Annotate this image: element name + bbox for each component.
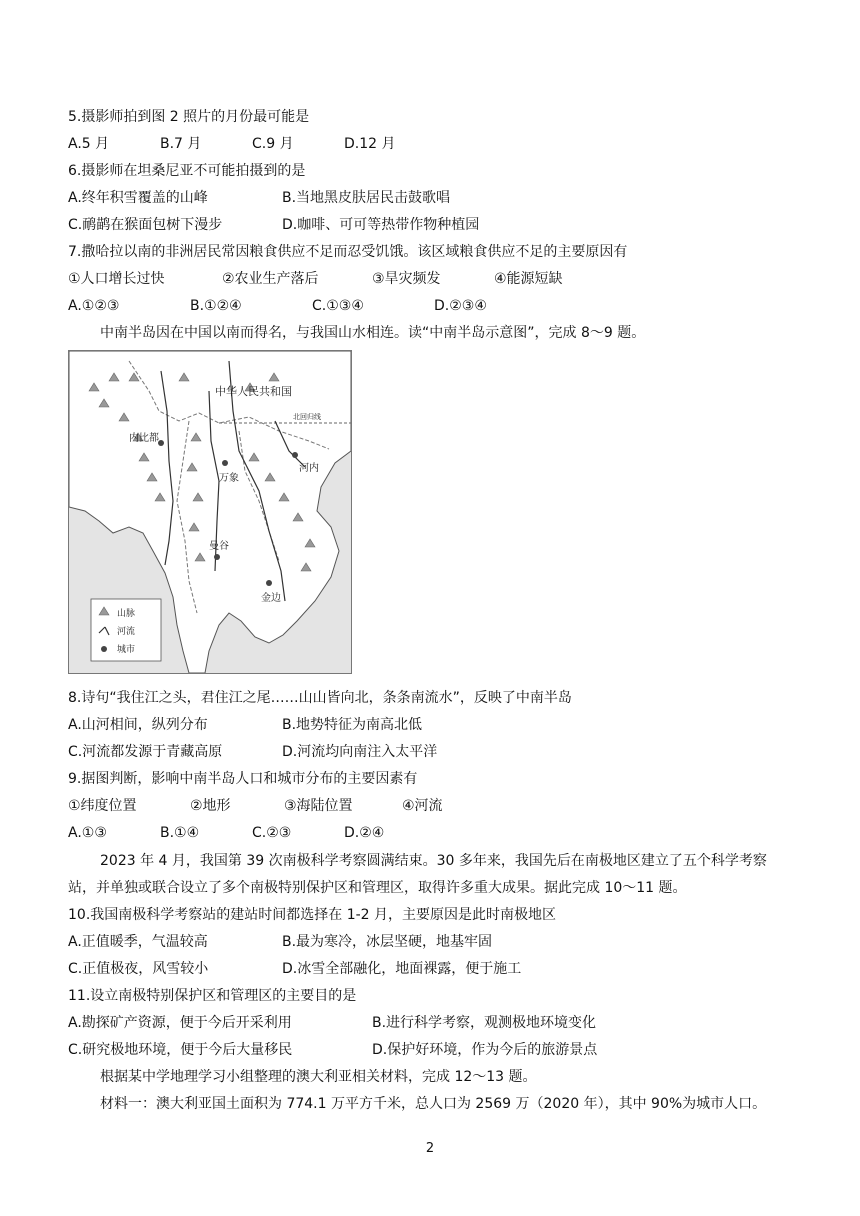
q9-option-a: A.①③: [68, 825, 107, 841]
q6-option-d: D.咖啡、可可等热带作物种植园: [282, 217, 480, 233]
q7-option-b: B.①②④: [190, 298, 242, 314]
q6-option-c: C.鸸鹋在猴面包树下漫步: [68, 217, 223, 233]
map-city-vientiane: 万象: [219, 473, 239, 484]
q7-item-1: ①人口增长过快: [68, 271, 165, 287]
question-6-stem: 6.摄影师在坦桑尼亚不可能拍摄到的是: [68, 163, 306, 179]
map-tropic-label: 北回归线: [293, 413, 321, 421]
q5-option-d: D.12 月: [344, 136, 396, 152]
page-number: 2: [425, 1141, 435, 1156]
intro-8-9: 中南半岛因在中国以南而得名，与我国山水相连。读“中南半岛示意图”，完成 8～9 题。: [100, 325, 646, 341]
map-city-phnom-penh: 金边: [261, 593, 281, 604]
question-10-stem: 10.我国南极科学考察站的建站时间都选择在 1-2 月，主要原因是此时南极地区: [68, 907, 557, 923]
map-country-label: 中华人民共和国: [215, 385, 292, 398]
q11-option-d: D.保护好环境，作为今后的旅游景点: [372, 1042, 598, 1058]
question-9-stem: 9.据图判断，影响中南半岛人口和城市分布的主要因素有: [68, 771, 418, 787]
q9-option-c: C.②③: [252, 825, 292, 841]
q9-item-2: ②地形: [190, 798, 231, 814]
q9-item-3: ③海陆位置: [284, 798, 353, 814]
q11-option-a: A.勘探矿产资源，便于今后开采利用: [68, 1015, 292, 1031]
intro-12-13: 根据某中学地理学习小组整理的澳大利亚相关材料，完成 12～13 题。: [100, 1069, 537, 1085]
q10-option-d: D.冰雪全部融化，地面裸露，便于施工: [282, 961, 522, 977]
question-11-stem: 11.设立南极特别保护区和管理区的主要目的是: [68, 988, 357, 1004]
q10-option-c: C.正值极夜，风雪较小: [68, 961, 209, 977]
q7-option-a: A.①②③: [68, 298, 120, 314]
q10-option-b: B.最为寒冷，冰层坚硬，地基牢固: [282, 934, 493, 950]
material-1: 材料一：澳大利亚国土面积为 774.1 万平方千米，总人口为 2569 万（2020 年），其中 90%为城市人口。: [100, 1096, 767, 1112]
q11-option-b: B.进行科学考察，观测极地环境变化: [372, 1015, 597, 1031]
q5-option-c: C.9 月: [252, 136, 294, 152]
q7-option-c: C.①③④: [312, 298, 364, 314]
q9-option-d: D.②④: [344, 825, 385, 841]
q5-option-b: B.7 月: [160, 136, 202, 152]
map-city-naypyidaw: 内比都: [129, 433, 159, 444]
city-icon: [101, 646, 107, 652]
q8-option-b: B.地势特征为南高北低: [282, 717, 423, 733]
q8-option-c: C.河流都发源于青藏高原: [68, 744, 223, 760]
question-7-stem: 7.撒哈拉以南的非洲居民常因粮食供应不足而忍受饥饿。该区域粮食供应不足的主要原因有: [68, 244, 628, 260]
intro-10-11-line2: 站，并单独或联合设立了多个南极特别保护区和管理区，取得许多重大成果。据此完成 10～11 题。: [68, 880, 687, 896]
q9-option-b: B.①④: [160, 825, 200, 841]
q7-option-d: D.②③④: [434, 298, 487, 314]
q11-option-c: C.研究极地环境，便于今后大量移民: [68, 1042, 293, 1058]
q9-item-1: ①纬度位置: [68, 798, 137, 814]
legend-mountain: 山脉: [117, 609, 136, 619]
q8-option-d: D.河流均向南注入太平洋: [282, 744, 438, 760]
legend-river: 河流: [117, 627, 136, 637]
legend-city: 城市: [117, 645, 136, 655]
q7-item-4: ④能源短缺: [494, 271, 563, 287]
map-city-hanoi: 河内: [299, 463, 319, 474]
q5-option-a: A.5 月: [68, 136, 110, 152]
q8-option-a: A.山河相间，纵列分布: [68, 717, 208, 733]
map-city-bangkok: 曼谷: [209, 541, 229, 552]
question-5-stem: 5.摄影师拍到图 2 照片的月份最可能是: [68, 109, 310, 125]
q6-option-a: A.终年积雪覆盖的山峰: [68, 190, 208, 206]
q9-item-4: ④河流: [402, 798, 443, 814]
q10-option-a: A.正值暖季，气温较高: [68, 934, 208, 950]
intro-10-11-line1: 2023 年 4 月，我国第 39 次南极科学考察圆满结束。30 多年来，我国先后在南极地区建立了五个科学考察: [100, 853, 767, 869]
question-8-stem: 8.诗句“我住江之头，君住江之尾……山山皆向北，条条南流水”，反映了中南半岛: [68, 690, 572, 706]
q7-item-2: ②农业生产落后: [222, 271, 319, 287]
indochina-map: [68, 350, 352, 674]
q7-item-3: ③旱灾频发: [372, 271, 441, 287]
q6-option-b: B.当地黑皮肤居民击鼓歌唱: [282, 190, 451, 206]
